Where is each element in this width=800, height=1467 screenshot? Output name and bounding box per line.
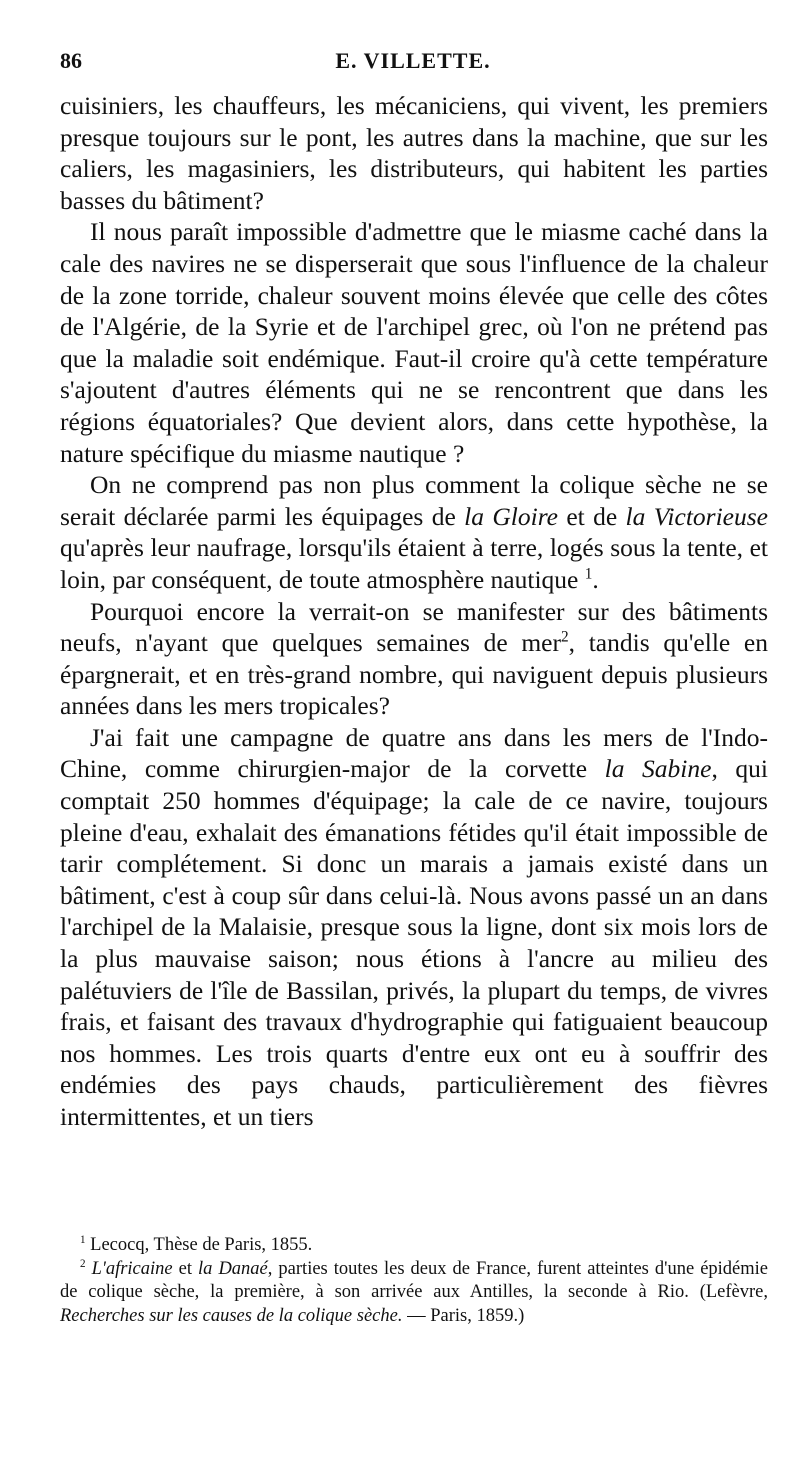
paragraph — [60, 722, 768, 1133]
text-run: , qui comptait 250 hommes d'équipage; la cale de ce navire, toujours pleine d'eau, exhalait des émanations fétides qu'il était impossible de tarir complétement. Si donc un marais a jamais existé dans un bâtiment, c'est à coup sûr dans celui-là. Nous avons passé un an dans l'archipel de la Malaisie, presque sous la ligne, dont six mois lors de la plus mauvaise saison; nous étions à l'ancre au milieu des palétuviers de l'île de Bassilan, privés, la plupart du temps, de vivres frais, et faisant des travaux d'hydrographie qui fatiguaient beaucoup nos hommes. Les trois quarts d'entre eux ont eu à souffrir des endémies des pays chauds, particulièrement des fièvres intermittentes, et un tiers — [60, 754, 768, 1131]
page-number: 86 — [60, 48, 82, 73]
italic-text: la Sabine — [604, 754, 712, 784]
paragraph — [60, 90, 768, 216]
text-run: et de — [557, 501, 626, 531]
footnote-marker: 2 — [80, 1257, 86, 1270]
text-run: Lecocq, Thèse de Paris, 1855. — [85, 1235, 313, 1255]
text-run: , parties toutes les deux de France, furent atteintes d'une épidémie de colique sèche, la première, à son arrivée aux Antilles, la seconde à Rio. (Lefèvre, — [60, 1258, 768, 1302]
text-run: cuisiniers, les chauffeurs, les mécaniciens, qui vivent, les premiers presque toujours sur le pont, les autres dans la machine, que sur les caliers, les magasiniers, les distributeurs, qui habitent les parties basses du bâtiment? — [60, 91, 768, 215]
italic-text: L'africaine — [91, 1258, 173, 1279]
footnote-marker: 2 — [561, 628, 569, 646]
paragraph — [60, 469, 768, 595]
running-head-author: E. VILLETTE. — [335, 48, 491, 73]
body-text — [60, 90, 768, 1133]
footnote-marker: 1 — [584, 565, 593, 583]
footnote — [60, 1258, 768, 1329]
italic-text: la Victorieuse — [625, 501, 768, 531]
text-run: — Paris, 1859.) — [402, 1305, 525, 1326]
italic-text: la Gloire — [464, 501, 558, 531]
text-run: Pourquoi encore la verrait-on se manifester sur des bâtiments neufs, n'ayant que quelques semaines de mer — [60, 596, 768, 658]
text-run: . — [592, 564, 599, 594]
italic-text: la Danaé — [198, 1258, 268, 1279]
footnotes — [60, 1234, 768, 1328]
text-run: On ne comprend pas non plus comment la colique sèche ne se serait déclarée parmi les équipages de — [60, 470, 768, 531]
footnote-marker: 1 — [80, 1233, 86, 1246]
text-run: J'ai fait une campagne de quatre ans dans les mers de l'Indo-Chine, comme chirurgien-major de la corvette — [60, 722, 768, 784]
italic-text: Recherches sur les causes de la colique sèche. — [60, 1305, 403, 1326]
text-run: , tandis qu'elle en épargnerait, et en très-grand nombre, qui naviguent depuis plusieurs années dans les mers tropicales? — [60, 628, 768, 721]
text-run: qu'après leur naufrage, lorsqu'ils étaient à terre, logés sous la tente, et loin, par conséquent, de toute atmosphère nautique — [60, 533, 768, 594]
paragraph — [60, 596, 768, 722]
footnote — [60, 1234, 768, 1258]
text-run: et — [172, 1258, 199, 1279]
paragraph — [60, 216, 768, 469]
running-header — [60, 48, 766, 78]
text-run: Il nous paraît impossible d'admettre que le miasme caché dans la cale des navires ne se disperserait que sous l'influence de la chaleur de la zone torride, chaleur souvent moins élevée que celle des côtes de l'Algérie, de la Syrie et de l'archipel grec, où l'on ne prétend pas que la maladie soit endémique. Faut-il croire qu'à cette température s'ajoutent d'autres éléments qui ne se rencontrent que dans les régions équatoriales? Que devient alors, dans cette hypothèse, la nature spécifique du miasme nautique ? — [60, 217, 768, 468]
